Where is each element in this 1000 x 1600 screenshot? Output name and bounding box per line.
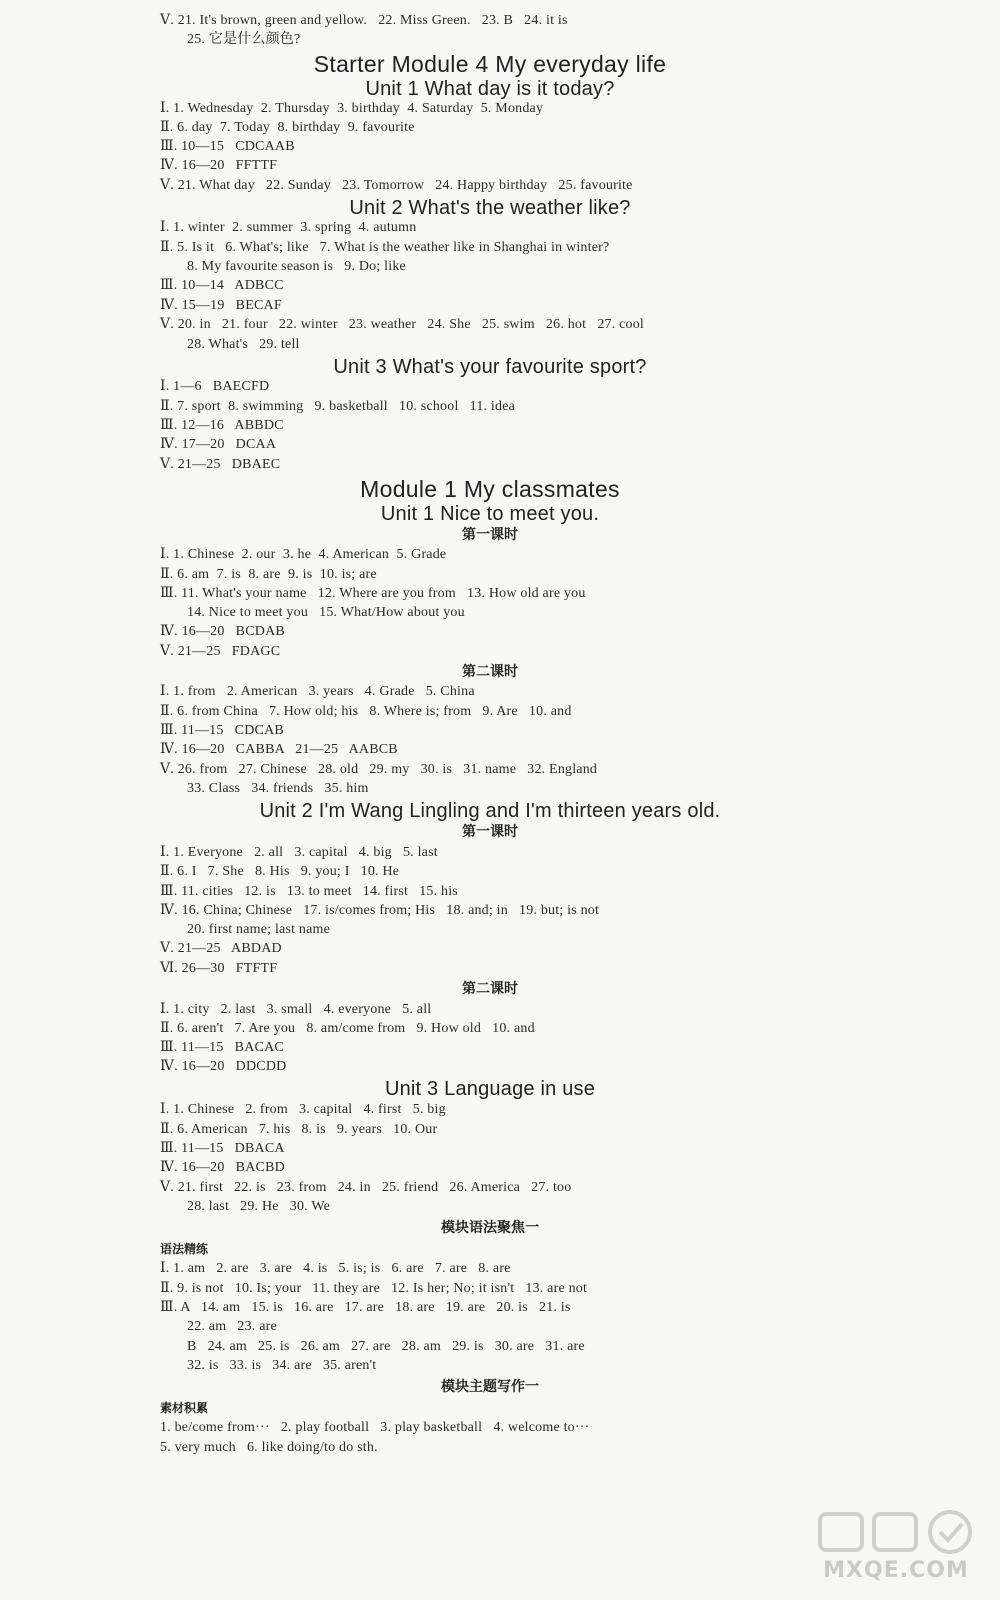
answer-line: Ⅰ. 1. city 2. last 3. small 4. everyone 5. all: [160, 1002, 432, 1017]
answer-line: Ⅵ. 26—30 FTFTF: [160, 961, 278, 976]
answer-line: B 24. am 25. is 26. am 27. are 28. am 29. is 30. are 31. are: [187, 1339, 585, 1354]
answer-line: Ⅱ. 6. day 7. Today 8. birthday 9. favourite: [160, 120, 415, 135]
answer-line: Ⅱ. 6. American 7. his 8. is 9. years 10. Our: [160, 1122, 438, 1137]
answer-line: Ⅰ. 1—6 BAECFD: [160, 379, 270, 394]
unit-heading: Unit 2 What's the weather like?: [349, 197, 631, 219]
lesson-heading: 第二课时: [462, 981, 518, 997]
answer-line: Ⅰ. 1. Wednesday 2. Thursday 3. birthday 4. Saturday 5. Monday: [160, 101, 544, 116]
answer-line: Ⅳ. 17—20 DCAA: [160, 437, 277, 452]
answer-line: Ⅱ. 6. aren't 7. Are you 8. am/come from 9. How old 10. and: [160, 1021, 535, 1036]
answer-line: Ⅴ. 21—25 DBAEC: [160, 457, 281, 472]
answer-line: Ⅴ. 21. It's brown, green and yellow. 22. Miss Green. 23. B 24. it is: [160, 13, 568, 28]
answer-line: Ⅰ. 1. Chinese 2. from 3. capital 4. first 5. big: [160, 1102, 446, 1117]
answer-line: Ⅱ. 6. from China 7. How old; his 8. Where is; from 9. Are 10. and: [160, 704, 572, 719]
answer-line: Ⅱ. 5. Is it 6. What's; like 7. What is the weather like in Shanghai in winter?: [160, 240, 610, 255]
module-heading: Starter Module 4 My everyday life: [313, 51, 667, 77]
answer-line: Ⅲ. 11. cities 12. is 13. to meet 14. first 15. his: [160, 884, 458, 899]
answer-line: 25. 它是什么颜色?: [187, 32, 301, 47]
subsection-label: 语法精练: [160, 1242, 209, 1256]
answer-line: Ⅴ. 21. What day 22. Sunday 23. Tomorrow 24. Happy birthday 25. favourite: [160, 178, 633, 193]
answer-line: 5. very much 6. like doing/to do sth.: [160, 1440, 378, 1455]
answer-line: Ⅰ. 1. Everyone 2. all 3. capital 4. big 5. last: [160, 845, 438, 860]
answer-line: Ⅲ. 10—14 ADBCC: [160, 278, 284, 293]
watermark: [806, 1506, 986, 1594]
answer-line: Ⅳ. 15—19 BECAF: [160, 298, 282, 313]
answer-line: Ⅴ. 21. first 22. is 23. from 24. in 25. friend 26. America 27. too: [160, 1180, 572, 1195]
answer-line: Ⅳ. 16—20 FFTTF: [160, 158, 278, 173]
answer-line: Ⅲ. 11—15 CDCAB: [160, 723, 284, 738]
answer-line: Ⅲ. 10—15 CDCAAB: [160, 139, 295, 154]
answer-line: Ⅳ. 16—20 BACBD: [160, 1160, 285, 1175]
answer-line: Ⅱ. 6. I 7. She 8. His 9. you; I 10. He: [160, 864, 400, 879]
answer-line: Ⅲ. 12—16 ABBDC: [160, 418, 284, 433]
answer-line: Ⅱ. 9. is not 10. Is; your 11. they are 12. Is her; No; it isn't 13. are not: [160, 1281, 588, 1296]
answer-line: 22. am 23. are: [187, 1319, 277, 1334]
watermark-text: MXQE.COM: [823, 1558, 969, 1583]
unit-heading: Unit 1 What day is it today?: [365, 78, 615, 100]
answer-line: Ⅴ. 20. in 21. four 22. winter 23. weather 24. She 25. swim 26. hot 27. cool: [160, 317, 645, 332]
module-heading: Module 1 My classmates: [360, 476, 620, 502]
answer-line: Ⅰ. 1. from 2. American 3. years 4. Grade 5. China: [160, 684, 475, 699]
answer-line: 14. Nice to meet you 15. What/How about you: [187, 605, 465, 620]
unit-heading: Unit 3 Language in use: [384, 1078, 596, 1100]
answer-line: Ⅳ. 16. China; Chinese 17. is/comes from; His 18. and; in 19. but; is not: [160, 903, 600, 918]
answer-line: 28. last 29. He 30. We: [187, 1199, 331, 1214]
answer-line: 28. What's 29. tell: [187, 337, 300, 352]
unit-heading: Unit 2 I'm Wang Lingling and I'm thirteen years old.: [259, 800, 721, 822]
unit-heading: Unit 1 Nice to meet you.: [380, 503, 600, 525]
answer-line: Ⅴ. 21—25 FDAGC: [160, 644, 281, 659]
answer-line: 8. My favourite season is 9. Do; like: [187, 259, 406, 274]
answer-line: Ⅱ. 6. am 7. is 8. are 9. is 10. is; are: [160, 567, 377, 582]
answer-line: Ⅴ. 21—25 ABDAD: [160, 941, 282, 956]
lesson-heading: 第二课时: [462, 664, 518, 680]
answer-line: Ⅰ. 1. am 2. are 3. are 4. is 5. is; is 6. are 7. are 8. are: [160, 1261, 511, 1276]
answer-line: Ⅲ. 11—15 DBACA: [160, 1141, 285, 1156]
answer-line: Ⅲ. 11. What's your name 12. Where are you from 13. How old are you: [160, 586, 586, 601]
answer-line: Ⅲ. 11—15 BACAC: [160, 1040, 284, 1055]
answer-line: Ⅳ. 16—20 DDCDD: [160, 1059, 287, 1074]
section-heading: 模块主题写作一: [441, 1379, 539, 1395]
unit-heading: Unit 3 What's your favourite sport?: [333, 356, 647, 378]
answer-line: Ⅲ. A 14. am 15. is 16. are 17. are 18. are 19. are 20. is 21. is: [160, 1300, 571, 1315]
answer-line: Ⅱ. 7. sport 8. swimming 9. basketball 10. school 11. idea: [160, 399, 516, 414]
subsection-label: 素材积累: [160, 1401, 209, 1415]
lesson-heading: 第一课时: [462, 527, 518, 543]
answer-line: 1. be/come from··· 2. play football 3. play basketball 4. welcome to···: [160, 1420, 590, 1435]
answer-line: 32. is 33. is 34. are 35. aren't: [187, 1358, 377, 1373]
lesson-heading: 第一课时: [462, 824, 518, 840]
answer-line: 20. first name; last name: [187, 922, 331, 937]
answer-line: Ⅰ. 1. winter 2. summer 3. spring 4. autumn: [160, 220, 417, 235]
answer-site-watermark-icon: [816, 1508, 976, 1556]
answer-line: Ⅰ. 1. Chinese 2. our 3. he 4. American 5. Grade: [160, 547, 447, 562]
section-heading: 模块语法聚焦一: [441, 1220, 539, 1236]
answer-line: Ⅳ. 16—20 BCDAB: [160, 624, 285, 639]
answer-line: Ⅴ. 26. from 27. Chinese 28. old 29. my 30. is 31. name 32. England: [160, 762, 598, 777]
answer-line: 33. Class 34. friends 35. him: [187, 781, 369, 796]
answer-line: Ⅳ. 16—20 CABBA 21—25 AABCB: [160, 742, 398, 757]
